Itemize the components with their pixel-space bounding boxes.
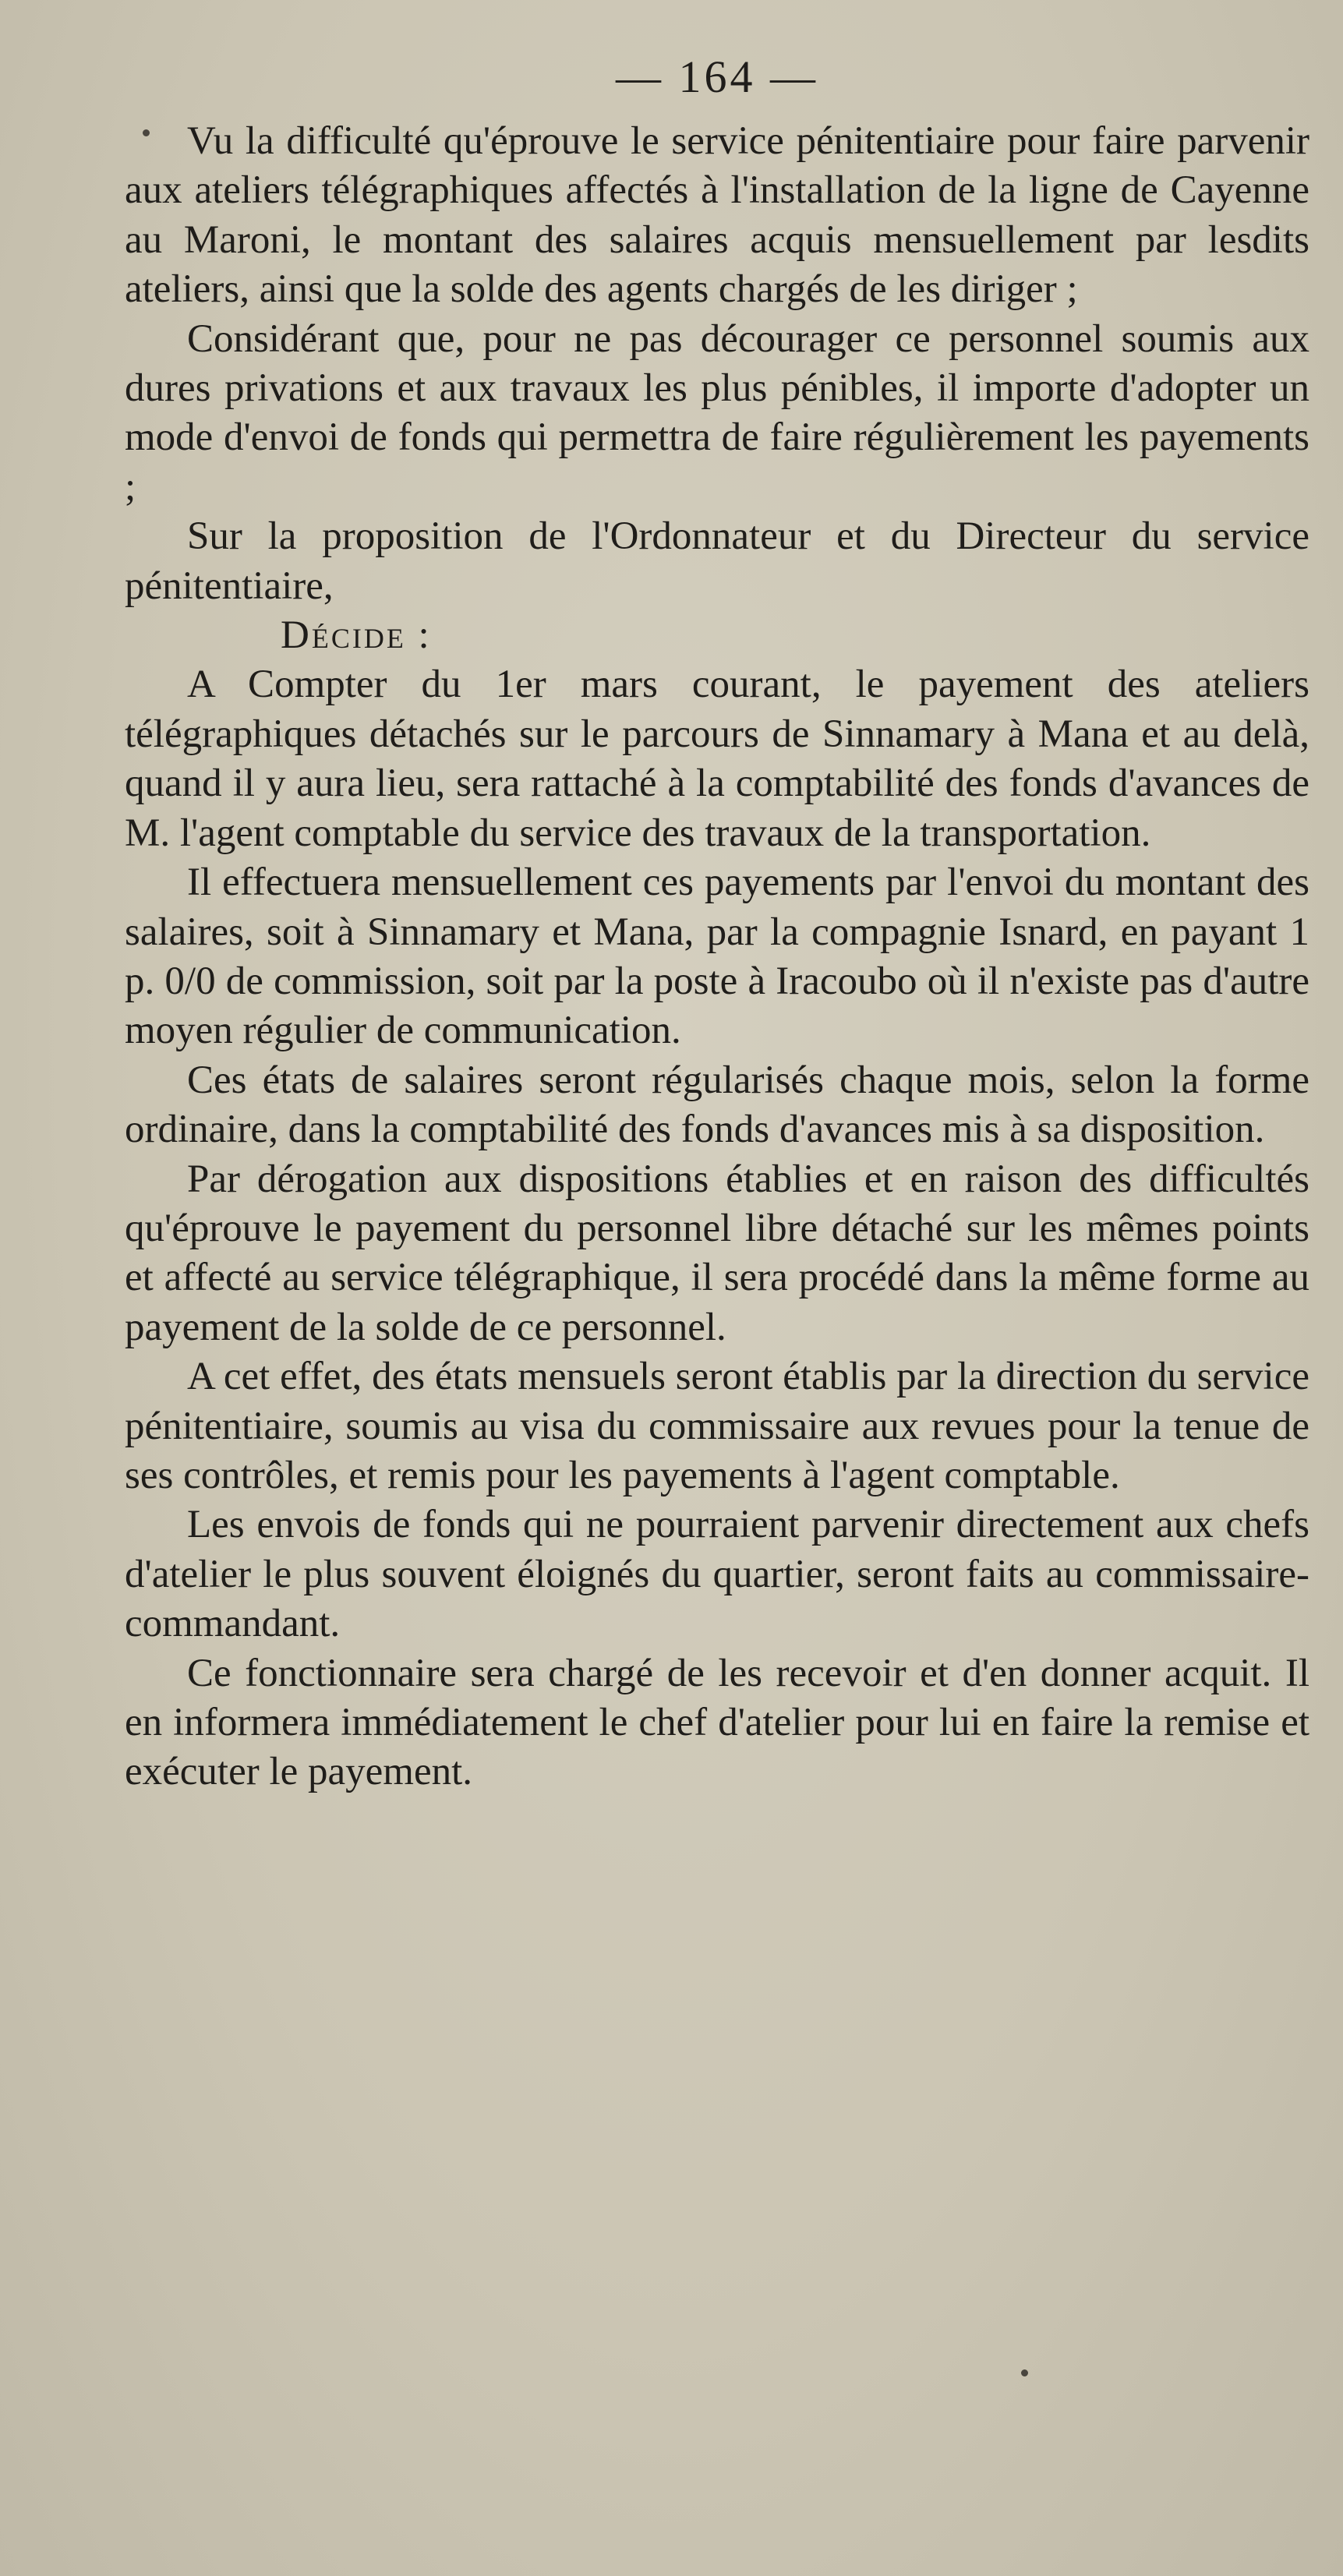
- paragraph: A Compter du 1er mars courant, le payement des ateliers télégraphiques détachés sur le parcours de Sinnamary à Mana et au delà, quand il y aura lieu, sera rattaché à la comptabilité des fonds d'avances de M. l'agent comptable du service des travaux de la transportation.: [125, 663, 1309, 855]
- paragraph: Vu la difficulté qu'éprouve le service pénitentiaire pour faire parvenir aux ateliers télégraphiques affectés à l'installation de la ligne de Cayenne au Maroni, le montant des salaires acquis mensuellement par lesdits ateliers, ainsi que la solde des agents chargés de les diriger ;: [125, 119, 1309, 312]
- decision-heading: Décide :: [281, 613, 432, 658]
- paragraph: Il effectuera mensuellement ces payements par l'envoi du montant des salaires, soit à Sinnamary et Mana, par la compagnie Isnard, en payant 1 p. 0/0 de commission, soit par la poste à Iracoubo où il n'existe pas d'autre moyen régulier de communication.: [125, 860, 1309, 1053]
- page-number: — 164 —: [616, 51, 818, 102]
- paragraph: Considérant que, pour ne pas décourager ce personnel soumis aux dures privations et aux travaux les plus pénibles, il importe d'adopter un mode d'envoi de fonds qui permettra de faire régulièrement les payements ;: [125, 316, 1309, 509]
- ink-speck: [1021, 2369, 1028, 2376]
- paragraph: Ces états de salaires seront régularisés chaque mois, selon la forme ordinaire, dans la comptabilité des fonds d'avances mis à sa disposition.: [125, 1058, 1309, 1152]
- paragraph: Par dérogation aux dispositions établies et en raison des difficultés qu'éprouve le payement du personnel libre détaché sur les mêmes points et affecté au service télégraphique, il sera procédé dans la même forme au payement de la solde de ce personnel.: [125, 1157, 1309, 1349]
- paragraph: Sur la proposition de l'Ordonnateur et du Directeur du service pénitentiaire,: [125, 514, 1309, 608]
- paragraph: A cet effet, des états mensuels seront établis par la direction du service pénitentiaire, soumis au visa du commissaire aux revues pour la tenue de ses contrôles, et remis pour les payements à l'agent comptable.: [125, 1355, 1309, 1497]
- paragraph: Les envois de fonds qui ne pourraient parvenir directement aux chefs d'atelier le plus souvent éloignés du quartier, seront faits au commissaire-commandant.: [125, 1503, 1309, 1646]
- paragraph: Ce fonctionnaire sera chargé de les recevoir et d'en donner acquit. Il en informera immédiatement le chef d'atelier pour lui en faire la remise et exécuter le payement.: [125, 1651, 1309, 1794]
- text-block: [125, 51, 1309, 1797]
